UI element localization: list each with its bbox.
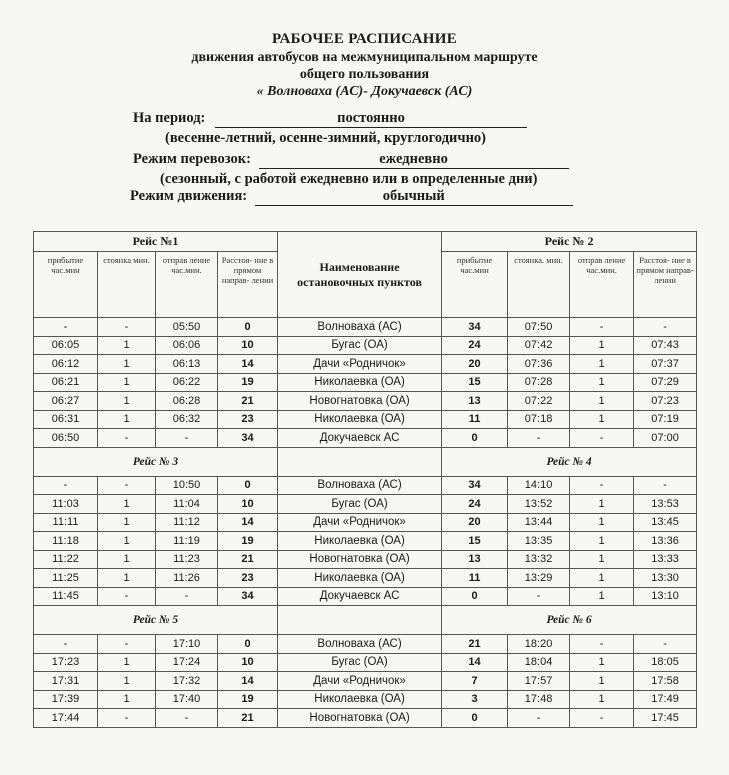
trip-header-row xyxy=(34,606,697,635)
stop-minutes-return-cell: 07:18 xyxy=(508,410,570,429)
col-arrival-header: прибытие час.мин xyxy=(34,252,98,318)
distance-cell: 14 xyxy=(218,355,278,374)
stop-minutes-cell: 1 xyxy=(98,495,156,514)
stop-minutes-return-cell: - xyxy=(508,709,570,728)
col-distance-header: Расстоя- ние в прямом направ- лении xyxy=(218,252,278,318)
motion-row xyxy=(130,188,573,206)
stop-minutes-cell: 1 xyxy=(98,513,156,532)
arrival-return-cell: 34 xyxy=(442,318,508,337)
stop-name-cell: Николаевка (ОА) xyxy=(278,373,442,392)
table-row xyxy=(34,429,697,448)
document-subtitle-line2: общего пользования xyxy=(299,67,430,82)
distance-cell: 19 xyxy=(218,373,278,392)
stop-minutes-return-cell: 07:22 xyxy=(508,392,570,411)
trip-header-right: Рейс № 6 xyxy=(442,606,697,635)
distance-return-cell: 07:43 xyxy=(634,336,697,355)
arrival-cell: 06:05 xyxy=(34,336,98,355)
arrival-return-cell: 13 xyxy=(442,392,508,411)
arrival-cell: 06:21 xyxy=(34,373,98,392)
stop-minutes-cell: - xyxy=(98,635,156,654)
table-row xyxy=(34,513,697,532)
stop-minutes-return-cell: 07:36 xyxy=(508,355,570,374)
departure-cell: 11:19 xyxy=(156,532,218,551)
mode-label: Режим перевозок: xyxy=(133,151,251,167)
arrival-cell: 17:44 xyxy=(34,709,98,728)
document-title: РАБОЧЕЕ РАСПИСАНИЕ xyxy=(271,31,458,47)
col-stop-header: стоянка мин. xyxy=(98,252,156,318)
departure-return-cell: 1 xyxy=(570,532,634,551)
stop-minutes-cell: - xyxy=(98,318,156,337)
stop-name-cell: Николаевка (ОА) xyxy=(278,569,442,588)
stop-minutes-return-cell: 07:28 xyxy=(508,373,570,392)
route-name: « Волноваха (АС)- Докучаевск (АС) xyxy=(256,84,473,99)
table-row xyxy=(34,569,697,588)
stop-name-cell: Волноваха (АС) xyxy=(278,635,442,654)
arrival-return-cell: 15 xyxy=(442,532,508,551)
arrival-cell: 06:12 xyxy=(34,355,98,374)
distance-return-cell: 07:23 xyxy=(634,392,697,411)
stop-name-cell: Николаевка (ОА) xyxy=(278,410,442,429)
distance-cell: 19 xyxy=(218,690,278,709)
table-row xyxy=(34,355,697,374)
departure-cell: - xyxy=(156,429,218,448)
stop-minutes-return-cell: 18:20 xyxy=(508,635,570,654)
distance-return-cell: 07:19 xyxy=(634,410,697,429)
stop-minutes-cell: 1 xyxy=(98,336,156,355)
stop-name-cell: Новогнатовка (ОА) xyxy=(278,550,442,569)
table-row xyxy=(34,410,697,429)
period-value: постоянно xyxy=(215,110,527,128)
distance-return-cell: 13:53 xyxy=(634,495,697,514)
trip-header-row xyxy=(34,447,697,476)
stop-minutes-return-cell: 18:04 xyxy=(508,653,570,672)
stop-minutes-cell: - xyxy=(98,709,156,728)
stop-minutes-return-cell: 07:42 xyxy=(508,336,570,355)
stop-minutes-return-cell: 07:50 xyxy=(508,318,570,337)
departure-return-cell: 1 xyxy=(570,513,634,532)
stop-minutes-cell: 1 xyxy=(98,410,156,429)
distance-return-cell: - xyxy=(634,476,697,495)
arrival-return-cell: 0 xyxy=(442,587,508,606)
departure-cell: 17:32 xyxy=(156,672,218,691)
departure-return-cell: 1 xyxy=(570,550,634,569)
trip-header-spacer xyxy=(278,606,442,635)
departure-cell: 05:50 xyxy=(156,318,218,337)
stop-minutes-return-cell: 13:52 xyxy=(508,495,570,514)
table-row xyxy=(34,318,697,337)
arrival-return-cell: 11 xyxy=(442,569,508,588)
arrival-return-cell: 0 xyxy=(442,429,508,448)
trip-2-header: Рейс № 2 xyxy=(442,232,697,252)
distance-return-cell: 17:58 xyxy=(634,672,697,691)
mode-row xyxy=(133,151,569,169)
mode-note: (сезонный, с работой ежедневно или в определенные дни) xyxy=(160,171,538,187)
departure-return-cell: 1 xyxy=(570,392,634,411)
departure-cell: 17:40 xyxy=(156,690,218,709)
arrival-cell: 06:31 xyxy=(34,410,98,429)
stop-name-cell: Новогнатовка (ОА) xyxy=(278,392,442,411)
stop-minutes-cell: 1 xyxy=(98,550,156,569)
col-departure-return-header: отправ ление час.мин. xyxy=(570,252,634,318)
arrival-return-cell: 11 xyxy=(442,410,508,429)
period-label: На период: xyxy=(133,110,206,126)
stop-minutes-cell: 1 xyxy=(98,392,156,411)
distance-return-cell: 17:45 xyxy=(634,709,697,728)
arrival-cell: 11:03 xyxy=(34,495,98,514)
departure-cell: 11:12 xyxy=(156,513,218,532)
stop-minutes-return-cell: - xyxy=(508,429,570,448)
arrival-return-cell: 0 xyxy=(442,709,508,728)
arrival-cell: 11:22 xyxy=(34,550,98,569)
departure-cell: 06:28 xyxy=(156,392,218,411)
arrival-cell: 17:31 xyxy=(34,672,98,691)
arrival-cell: 11:25 xyxy=(34,569,98,588)
distance-cell: 14 xyxy=(218,672,278,691)
stop-minutes-cell: - xyxy=(98,476,156,495)
arrival-return-cell: 13 xyxy=(442,550,508,569)
table-row xyxy=(34,635,697,654)
departure-cell: 06:06 xyxy=(156,336,218,355)
departure-return-cell: 1 xyxy=(570,672,634,691)
table-row xyxy=(34,690,697,709)
distance-cell: 23 xyxy=(218,410,278,429)
motion-label: Режим движения: xyxy=(130,188,248,204)
arrival-return-cell: 34 xyxy=(442,476,508,495)
stop-minutes-cell: - xyxy=(98,587,156,606)
departure-cell: 17:24 xyxy=(156,653,218,672)
stop-name-cell: Николаевка (ОА) xyxy=(278,690,442,709)
trip-header-spacer xyxy=(278,447,442,476)
departure-return-cell: 1 xyxy=(570,373,634,392)
stop-name-header: Наименование остановочных пунктов xyxy=(278,232,442,318)
table-row xyxy=(34,653,697,672)
stop-minutes-return-cell: 13:29 xyxy=(508,569,570,588)
arrival-return-cell: 24 xyxy=(442,336,508,355)
distance-cell: 23 xyxy=(218,569,278,588)
stop-name-cell: Николаевка (ОА) xyxy=(278,532,442,551)
table-row xyxy=(34,709,697,728)
document-header xyxy=(0,30,729,101)
stop-name-cell: Бугас (ОА) xyxy=(278,653,442,672)
stop-name-cell: Докучаевск АС xyxy=(278,429,442,448)
distance-return-cell: 07:37 xyxy=(634,355,697,374)
arrival-return-cell: 21 xyxy=(442,635,508,654)
departure-return-cell: 1 xyxy=(570,690,634,709)
departure-return-cell: - xyxy=(570,429,634,448)
distance-return-cell: 13:36 xyxy=(634,532,697,551)
distance-cell: 10 xyxy=(218,653,278,672)
stop-name-cell: Докучаевск АС xyxy=(278,587,442,606)
departure-return-cell: 1 xyxy=(570,355,634,374)
distance-return-cell: 13:45 xyxy=(634,513,697,532)
stop-minutes-return-cell: 13:44 xyxy=(508,513,570,532)
distance-cell: 0 xyxy=(218,318,278,337)
distance-cell: 21 xyxy=(218,709,278,728)
stop-minutes-return-cell: - xyxy=(508,587,570,606)
departure-return-cell: 1 xyxy=(570,410,634,429)
departure-return-cell: 1 xyxy=(570,495,634,514)
col-distance-return-header: Расстоя- ние в прямом направ- лении xyxy=(634,252,697,318)
arrival-return-cell: 20 xyxy=(442,513,508,532)
stop-name-cell: Бугас (ОА) xyxy=(278,495,442,514)
motion-value: обычный xyxy=(255,188,573,206)
arrival-cell: 11:45 xyxy=(34,587,98,606)
departure-return-cell: 1 xyxy=(570,653,634,672)
arrival-cell: - xyxy=(34,635,98,654)
distance-return-cell: 07:00 xyxy=(634,429,697,448)
departure-cell: - xyxy=(156,709,218,728)
departure-return-cell: - xyxy=(570,476,634,495)
table-row xyxy=(34,336,697,355)
departure-return-cell: 1 xyxy=(570,336,634,355)
col-arrival-return-header: прибытие час.мин xyxy=(442,252,508,318)
stop-minutes-cell: 1 xyxy=(98,355,156,374)
distance-return-cell: 13:33 xyxy=(634,550,697,569)
table-row xyxy=(34,392,697,411)
distance-return-cell: - xyxy=(634,318,697,337)
departure-cell: 10:50 xyxy=(156,476,218,495)
departure-return-cell: - xyxy=(570,318,634,337)
distance-return-cell: 13:10 xyxy=(634,587,697,606)
table-row xyxy=(34,587,697,606)
arrival-cell: 11:18 xyxy=(34,532,98,551)
distance-return-cell: 17:49 xyxy=(634,690,697,709)
arrival-cell: 06:27 xyxy=(34,392,98,411)
stop-minutes-cell: 1 xyxy=(98,569,156,588)
departure-return-cell: 1 xyxy=(570,569,634,588)
stop-minutes-cell: 1 xyxy=(98,653,156,672)
stop-minutes-return-cell: 17:57 xyxy=(508,672,570,691)
distance-cell: 10 xyxy=(218,336,278,355)
arrival-return-cell: 7 xyxy=(442,672,508,691)
stop-name-cell: Волноваха (АС) xyxy=(278,476,442,495)
document-subtitle-line1: движения автобусов на межмуниципальном маршруте xyxy=(191,50,538,65)
stop-name-cell: Дачи «Родничок» xyxy=(278,355,442,374)
trip-header-left: Рейс № 3 xyxy=(34,447,278,476)
departure-cell: 11:04 xyxy=(156,495,218,514)
stop-minutes-cell: 1 xyxy=(98,672,156,691)
trip-header-right: Рейс № 4 xyxy=(442,447,697,476)
distance-cell: 0 xyxy=(218,635,278,654)
table-row xyxy=(34,495,697,514)
arrival-cell: 17:23 xyxy=(34,653,98,672)
trip-1-header: Рейс №1 xyxy=(34,232,278,252)
stop-name-cell: Дачи «Родничок» xyxy=(278,672,442,691)
stop-minutes-cell: 1 xyxy=(98,690,156,709)
distance-cell: 34 xyxy=(218,587,278,606)
table-row xyxy=(34,550,697,569)
distance-cell: 14 xyxy=(218,513,278,532)
departure-return-cell: - xyxy=(570,635,634,654)
departure-return-cell: - xyxy=(570,709,634,728)
stop-minutes-return-cell: 17:48 xyxy=(508,690,570,709)
stop-name-cell: Бугас (ОА) xyxy=(278,336,442,355)
stop-minutes-return-cell: 14:10 xyxy=(508,476,570,495)
distance-cell: 21 xyxy=(218,392,278,411)
period-row xyxy=(133,110,527,128)
departure-cell: 06:32 xyxy=(156,410,218,429)
col-departure-header: отправ ление час.мин. xyxy=(156,252,218,318)
distance-return-cell: 07:29 xyxy=(634,373,697,392)
arrival-cell: 17:39 xyxy=(34,690,98,709)
departure-cell: 11:23 xyxy=(156,550,218,569)
arrival-cell: 11:11 xyxy=(34,513,98,532)
arrival-cell: 06:50 xyxy=(34,429,98,448)
arrival-return-cell: 3 xyxy=(442,690,508,709)
distance-cell: 34 xyxy=(218,429,278,448)
departure-cell: 11:26 xyxy=(156,569,218,588)
departure-cell: 06:13 xyxy=(156,355,218,374)
distance-return-cell: 18:05 xyxy=(634,653,697,672)
distance-cell: 0 xyxy=(218,476,278,495)
departure-cell: 17:10 xyxy=(156,635,218,654)
period-note: (весенне-летний, осенне-зимний, круглогодично) xyxy=(165,130,487,146)
col-stop-return-header: стоянка. мин. xyxy=(508,252,570,318)
arrival-cell: - xyxy=(34,318,98,337)
departure-return-cell: 1 xyxy=(570,587,634,606)
stop-name-cell: Дачи «Родничок» xyxy=(278,513,442,532)
distance-return-cell: 13:30 xyxy=(634,569,697,588)
distance-cell: 10 xyxy=(218,495,278,514)
table-row xyxy=(34,532,697,551)
mode-value: ежедневно xyxy=(259,151,569,169)
stop-minutes-return-cell: 13:35 xyxy=(508,532,570,551)
arrival-return-cell: 24 xyxy=(442,495,508,514)
table-row xyxy=(34,373,697,392)
stop-minutes-cell: 1 xyxy=(98,373,156,392)
arrival-return-cell: 20 xyxy=(442,355,508,374)
distance-return-cell: - xyxy=(634,635,697,654)
table-row xyxy=(34,476,697,495)
distance-cell: 19 xyxy=(218,532,278,551)
stop-name-cell: Волноваха (АС) xyxy=(278,318,442,337)
stop-name-cell: Новогнатовка (ОА) xyxy=(278,709,442,728)
table-row xyxy=(34,672,697,691)
distance-cell: 21 xyxy=(218,550,278,569)
stop-minutes-cell: - xyxy=(98,429,156,448)
arrival-return-cell: 14 xyxy=(442,653,508,672)
table-header-row xyxy=(34,232,697,252)
stop-minutes-return-cell: 13:32 xyxy=(508,550,570,569)
arrival-return-cell: 15 xyxy=(442,373,508,392)
departure-cell: 06:22 xyxy=(156,373,218,392)
arrival-cell: - xyxy=(34,476,98,495)
stop-minutes-cell: 1 xyxy=(98,532,156,551)
trip-header-left: Рейс № 5 xyxy=(34,606,278,635)
departure-cell: - xyxy=(156,587,218,606)
schedule-table xyxy=(33,231,697,728)
